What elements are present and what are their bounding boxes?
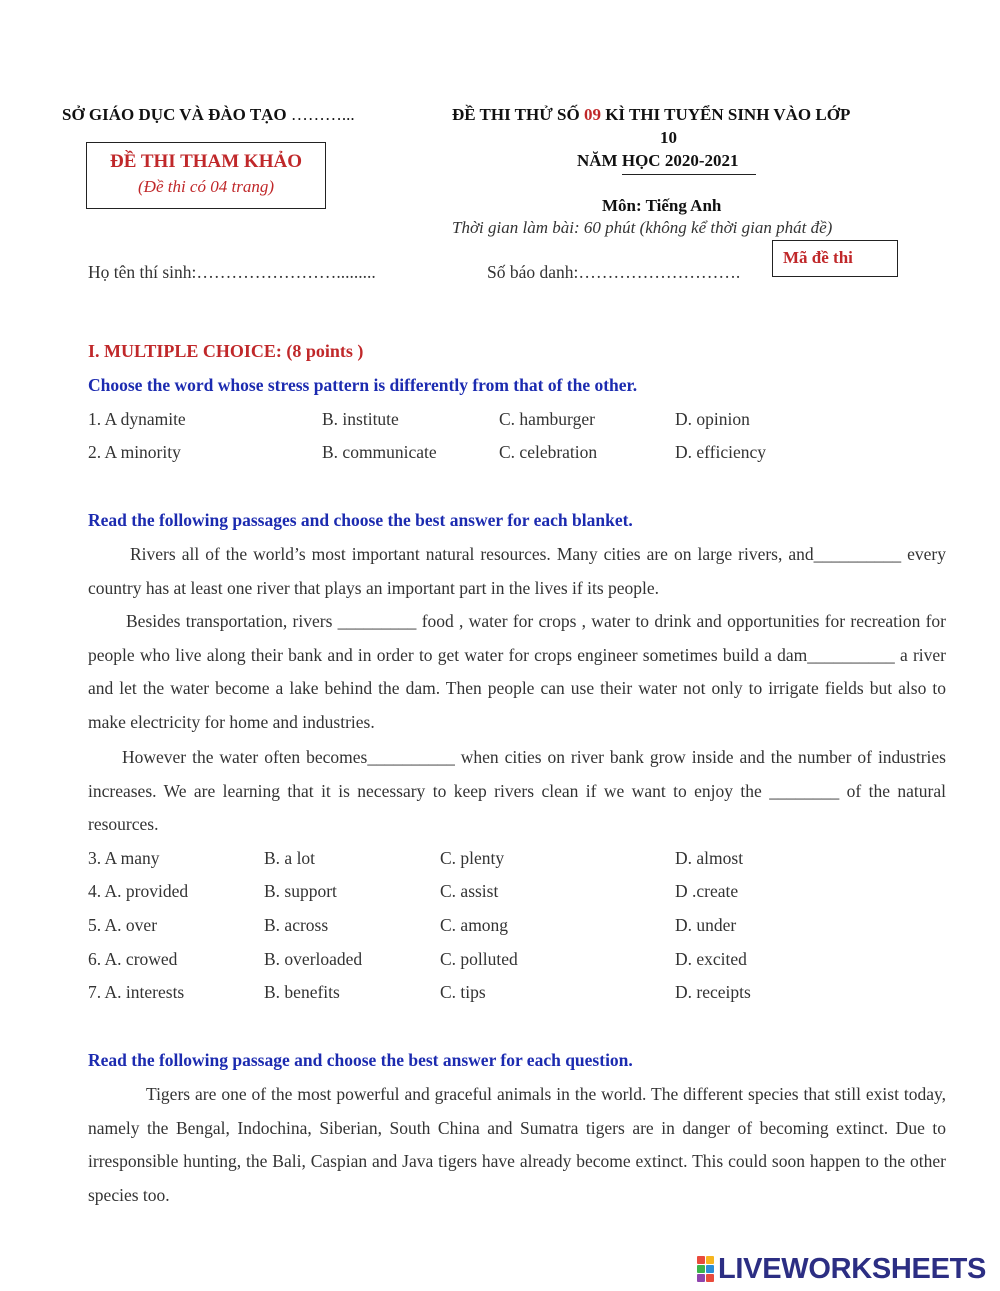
option-c: C. among [440, 915, 509, 935]
option-a: 5. A. over [88, 915, 158, 935]
passage-1-paragraph-1: Rivers all of the world’s most important natural resources. Many cities are on large rivers, and__________ every country has at least one river that plays an important part in the lives if its people. [88, 544, 946, 598]
logo-mark-icon [697, 1256, 714, 1282]
option-a: 7. A. interests [88, 982, 185, 1002]
option-a: 1. A dynamite [88, 409, 186, 429]
option-d: D. receipts [675, 982, 751, 1002]
option-c: C. polluted [440, 949, 518, 969]
exam-grade: 10 [660, 128, 677, 147]
liveworksheets-logo [697, 1253, 986, 1285]
option-b: B. overloaded [264, 949, 363, 969]
instruction-passage-1: Read the following passages and choose the best answer for each blanket. [88, 510, 633, 530]
school-year: NĂM HỌC 2020-2021 [577, 151, 739, 170]
option-c: C. assist [440, 881, 499, 901]
option-b: B. support [264, 881, 337, 901]
option-d: D .create [675, 881, 739, 901]
option-c: C. plenty [440, 848, 505, 868]
passage-2: Tigers are one of the most powerful and graceful animals in the world. The different species that still exist today, namely the Bengal, Indochina, Siberian, South China and Sumatra tigers are in danger of becoming extinct. Due to irresponsible hunting, the Bali, Caspian and Java tigers have already become extinct. This could soon happen to the other species too. [88, 1084, 946, 1206]
option-d: D. excited [675, 949, 747, 969]
exam-number: 09 [583, 105, 601, 124]
option-b: B. across [264, 915, 329, 935]
exam-code-box [772, 240, 898, 277]
school-year-underline [622, 174, 756, 175]
logo-text: LIVEWORKSHEETS [718, 1252, 987, 1285]
passage-1-paragraph-3: However the water often becomes__________ when cities on river bank grow inside and the number of industries increases. We are learning that it is necessary to keep rivers clean if we want to enjoy the ________ of the natural resources. [88, 747, 946, 835]
option-c: C. hamburger [499, 409, 595, 429]
option-a: 6. A. crowed [88, 949, 178, 969]
option-b: B. a lot [264, 848, 316, 868]
option-a: 2. A minority [88, 442, 181, 462]
student-id-field: Số báo danh:………………………. [487, 262, 741, 282]
instruction-passage-2: Read the following passage and choose the best answer for each question. [88, 1050, 633, 1070]
time-limit: Thời gian làm bài: 60 phút (không kể thời gian phát đề) [452, 218, 833, 237]
option-d: D. under [675, 915, 737, 935]
department-title: SỞ GIÁO DỤC VÀ ĐÀO TẠO ………... [62, 105, 355, 124]
reference-exam-box [86, 142, 326, 209]
option-c: C. celebration [499, 442, 598, 462]
reference-title: ĐỀ THI THAM KHẢO [110, 151, 302, 172]
option-d: D. efficiency [675, 442, 767, 462]
section-title: I. MULTIPLE CHOICE: (8 points ) [88, 341, 364, 361]
exam-code-label: Mã đề thi [783, 248, 853, 267]
option-d: D. almost [675, 848, 744, 868]
option-a: 3. A many [88, 848, 160, 868]
option-b: B. communicate [322, 442, 437, 462]
student-name-field: Họ tên thí sinh:……………………......... [88, 262, 376, 282]
option-b: B. benefits [264, 982, 340, 1002]
option-b: B. institute [322, 409, 399, 429]
passage-1-paragraph-2: Besides transportation, rivers _________ food , water for crops , water to drink and opportunities for recreation for people who live along their bank and in order to get water for crops engineer sometimes build a dam__________ a river and let the water become a lake behind the dam. Then people can use their water not only to irrigate fields but also to make electricity for home and industries. [88, 611, 946, 733]
reference-pages: (Đề thi có 04 trang) [138, 177, 274, 196]
option-a: 4. A. provided [88, 881, 189, 901]
option-d: D. opinion [675, 409, 750, 429]
exam-title: ĐỀ THI THỬ SỐ 09 KÌ THI TUYỂN SINH VÀO LỚP [452, 105, 851, 124]
subject: Môn: Tiếng Anh [602, 196, 722, 215]
option-c: C. tips [440, 982, 486, 1002]
instruction-stress: Choose the word whose stress pattern is differently from that of the other. [88, 375, 638, 395]
